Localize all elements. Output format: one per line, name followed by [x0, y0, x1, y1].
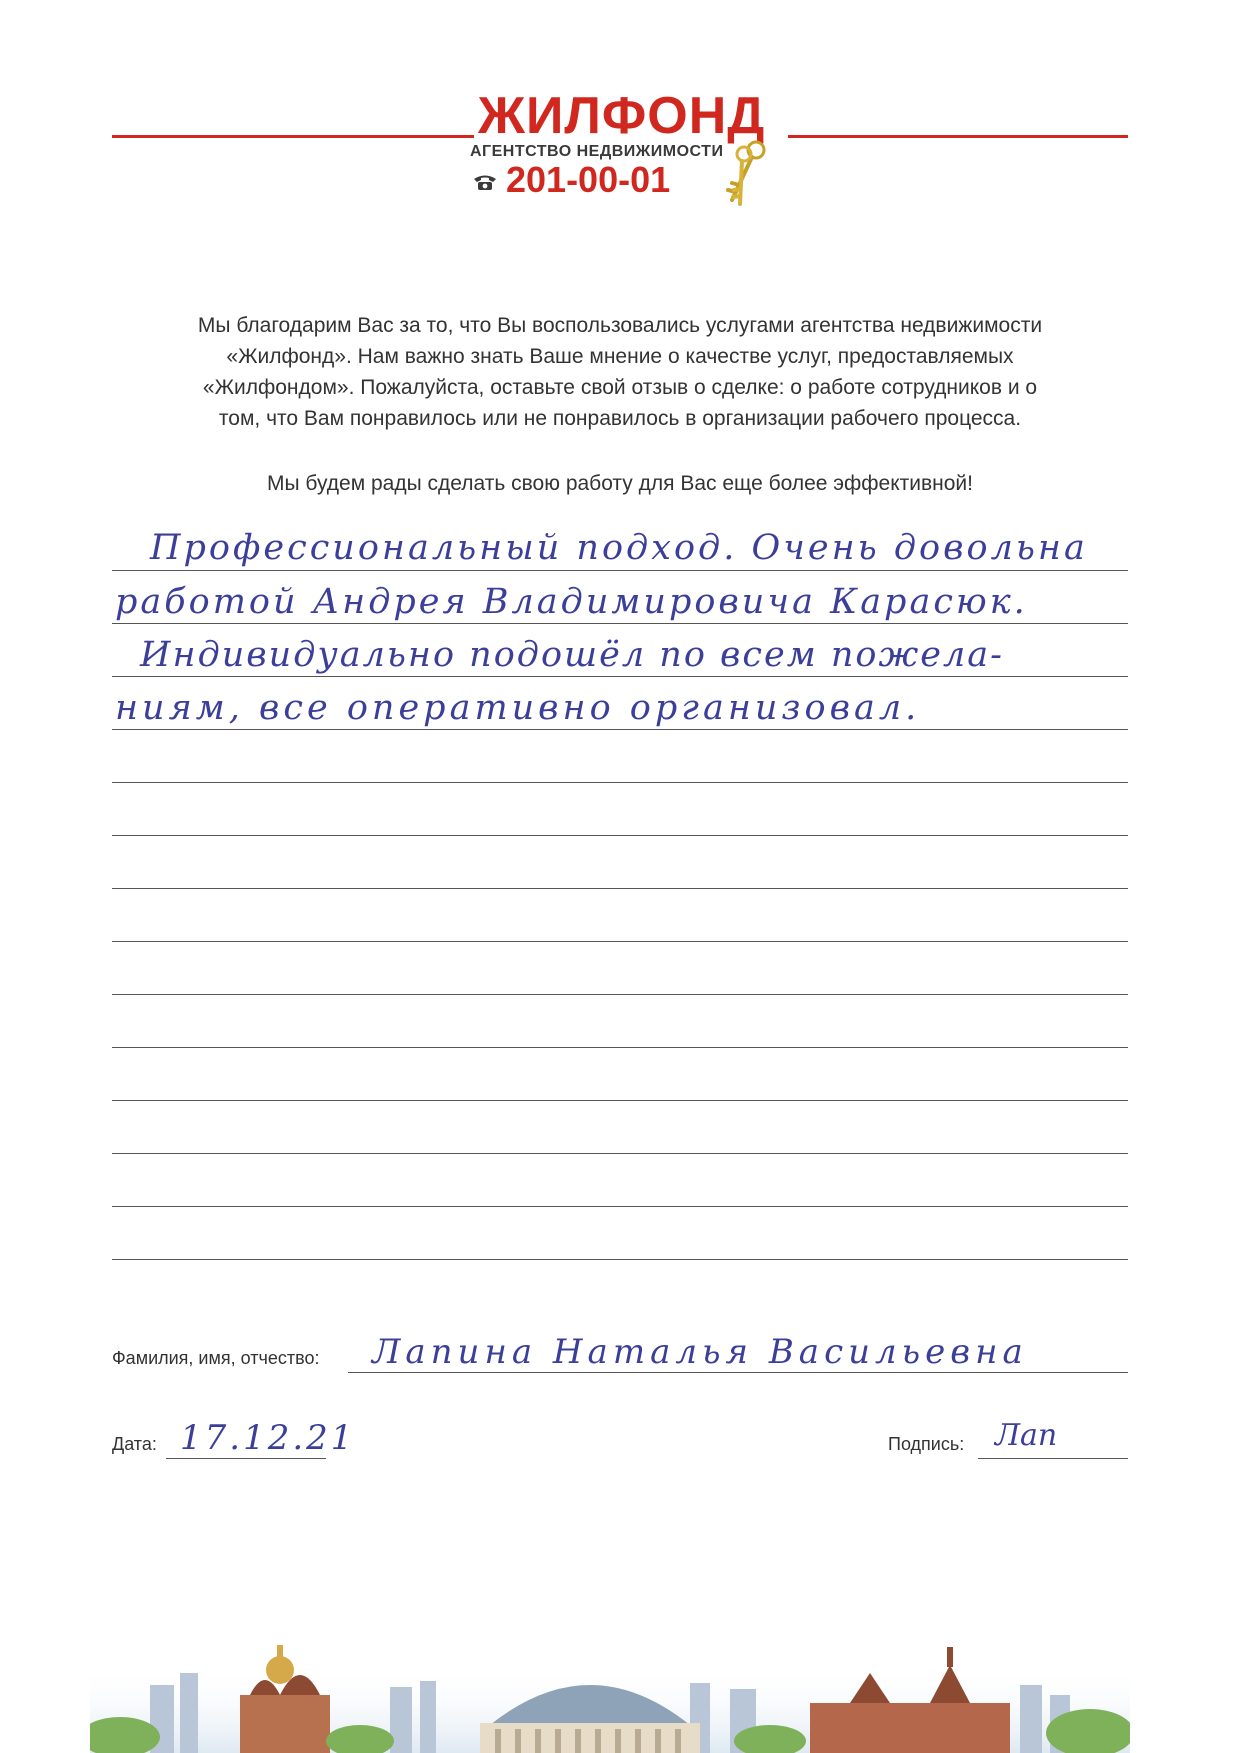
- review-rule: [112, 1259, 1128, 1260]
- city-skyline-illustration: [90, 1625, 1130, 1753]
- review-rule: [112, 570, 1128, 571]
- review-line: Профессиональный подход. Очень довольна: [150, 528, 1088, 568]
- review-rule: [112, 782, 1128, 783]
- name-line: [348, 1372, 1128, 1373]
- intro-line: «Жилфондом». Пожалуйста, оставьте свой отзыв о сделке: о работе сотрудников и о: [202, 376, 1038, 399]
- signature-label: Подпись:: [888, 1434, 965, 1454]
- intro-line: «Жилфонд». Нам важно знать Ваше мнение о качестве услуг, предоставляемых: [226, 345, 1014, 368]
- header-rule-left: [112, 135, 474, 138]
- signature-line: [978, 1458, 1128, 1459]
- review-line: ниям, все оперативно организовал.: [115, 688, 921, 728]
- review-rule: [112, 676, 1128, 677]
- brand-logo: [470, 88, 790, 208]
- review-rule: [112, 1153, 1128, 1154]
- date-line: [166, 1458, 326, 1459]
- review-rule: [112, 1206, 1128, 1207]
- review-line: работой Андрея Владимировича Карасюк.: [115, 582, 1028, 622]
- keys-icon: [716, 138, 776, 208]
- review-rule: [112, 835, 1128, 836]
- phone-icon: [472, 173, 498, 191]
- signature-value: Лап: [995, 1418, 1058, 1453]
- header-rule-right: [788, 135, 1128, 138]
- intro-text: [120, 310, 1120, 434]
- intro-line: том, что Вам понравилось или не понравилось в организации рабочего процесса.: [218, 407, 1022, 430]
- review-rule: [112, 729, 1128, 730]
- review-rule: [112, 888, 1128, 889]
- brand-title: ЖИЛФОНД: [478, 87, 766, 145]
- name-value: Лапина Наталья Васильевна: [372, 1332, 1028, 1372]
- intro-line: Мы благодарим Вас за то, что Вы воспользовались услугами агентства недвижимости: [197, 314, 1043, 337]
- date-label: Дата:: [112, 1434, 157, 1454]
- date-value: 17.12.21: [180, 1418, 356, 1458]
- name-label: Фамилия, имя, отчество:: [112, 1348, 320, 1368]
- review-rule: [112, 994, 1128, 995]
- review-rule: [112, 941, 1128, 942]
- brand-subtitle: АГЕНТСТВО НЕДВИЖИМОСТИ: [470, 143, 724, 160]
- brand-phone: 201-00-01: [506, 159, 671, 200]
- review-rule: [112, 623, 1128, 624]
- review-rule: [112, 1100, 1128, 1101]
- closing-text: Мы будем рады сделать свою работу для Вас еще более эффективной!: [267, 472, 973, 495]
- review-line: Индивидуально подошёл по всем пожела-: [140, 635, 1004, 675]
- review-rule: [112, 1047, 1128, 1048]
